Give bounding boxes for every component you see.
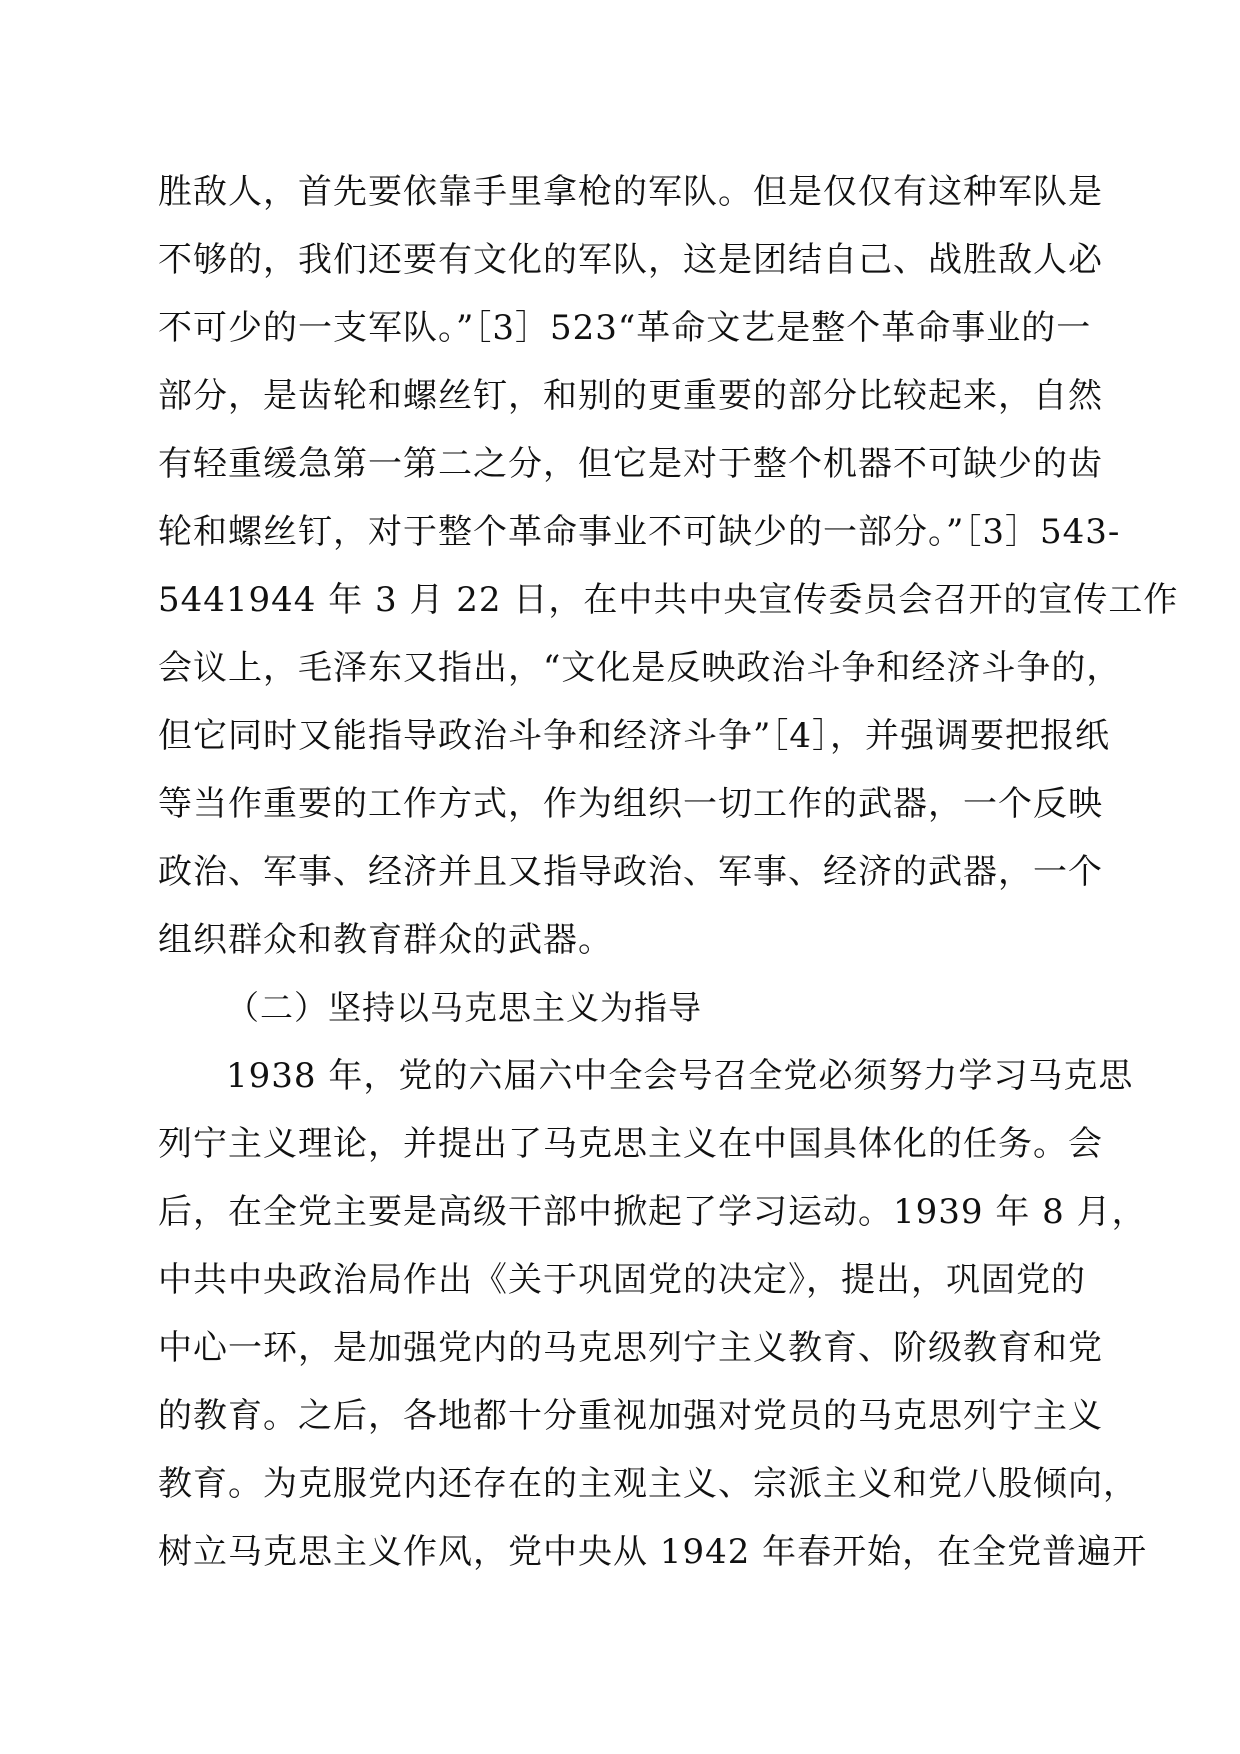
paragraph-line: 政治、军事、经济并且又指导政治、军事、经济的武器，一个 <box>158 852 1103 892</box>
paragraph-line: 列宁主义理论，并提出了马克思主义在中国具体化的任务。会 <box>158 1124 1103 1164</box>
paragraph-line: 胜敌人，首先要依靠手里拿枪的军队。但是仅仅有这种军队是 <box>158 172 1103 212</box>
paragraph-line: 组织群众和教育群众的武器。 <box>158 920 613 960</box>
paragraph-line: 等当作重要的工作方式，作为组织一切工作的武器，一个反映 <box>158 784 1103 824</box>
paragraph-line: 轮和螺丝钉，对于整个革命事业不可缺少的一部分。”［3］543- <box>158 512 1121 552</box>
paragraph-line: 教育。为克服党内还存在的主观主义、宗派主义和党八股倾向， <box>158 1464 1138 1504</box>
paragraph-line: 不可少的一支军队。”［3］523“革命文艺是整个革命事业的一 <box>158 308 1092 348</box>
paragraph-line: 会议上，毛泽东又指出，“文化是反映政治斗争和经济斗争的， <box>158 648 1122 688</box>
paragraph-line: 不够的，我们还要有文化的军队，这是团结自己、战胜敌人必 <box>158 240 1103 280</box>
paragraph-line: 中共中央政治局作出《关于巩固党的决定》，提出，巩固党的 <box>158 1260 1086 1300</box>
paragraph-line: 5441944 年 3 月 22 日，在中共中央宣传委员会召开的宣传工作 <box>158 580 1179 620</box>
paragraph-line: 但它同时又能指导政治斗争和经济斗争”［4］，并强调要把报纸 <box>158 716 1111 756</box>
paragraph-line: 有轻重缓急第一第二之分，但它是对于整个机器不可缺少的齿 <box>158 444 1103 484</box>
section-heading: （二）坚持以马克思主义为指导 <box>226 988 702 1027</box>
paragraph-line: 部分，是齿轮和螺丝钉，和别的更重要的部分比较起来，自然 <box>158 376 1103 416</box>
paragraph-line: 树立马克思主义作风，党中央从 1942 年春开始，在全党普遍开 <box>158 1532 1148 1572</box>
paragraph-line: 后，在全党主要是高级干部中掀起了学习运动。1939 年 8 月， <box>158 1192 1147 1232</box>
paragraph-line: 中心一环，是加强党内的马克思列宁主义教育、阶级教育和党 <box>158 1328 1103 1368</box>
paragraph-line: 的教育。之后，各地都十分重视加强对党员的马克思列宁主义 <box>158 1396 1103 1436</box>
paragraph-line: 1938 年，党的六届六中全会号召全党必须努力学习马克思 <box>226 1056 1134 1096</box>
